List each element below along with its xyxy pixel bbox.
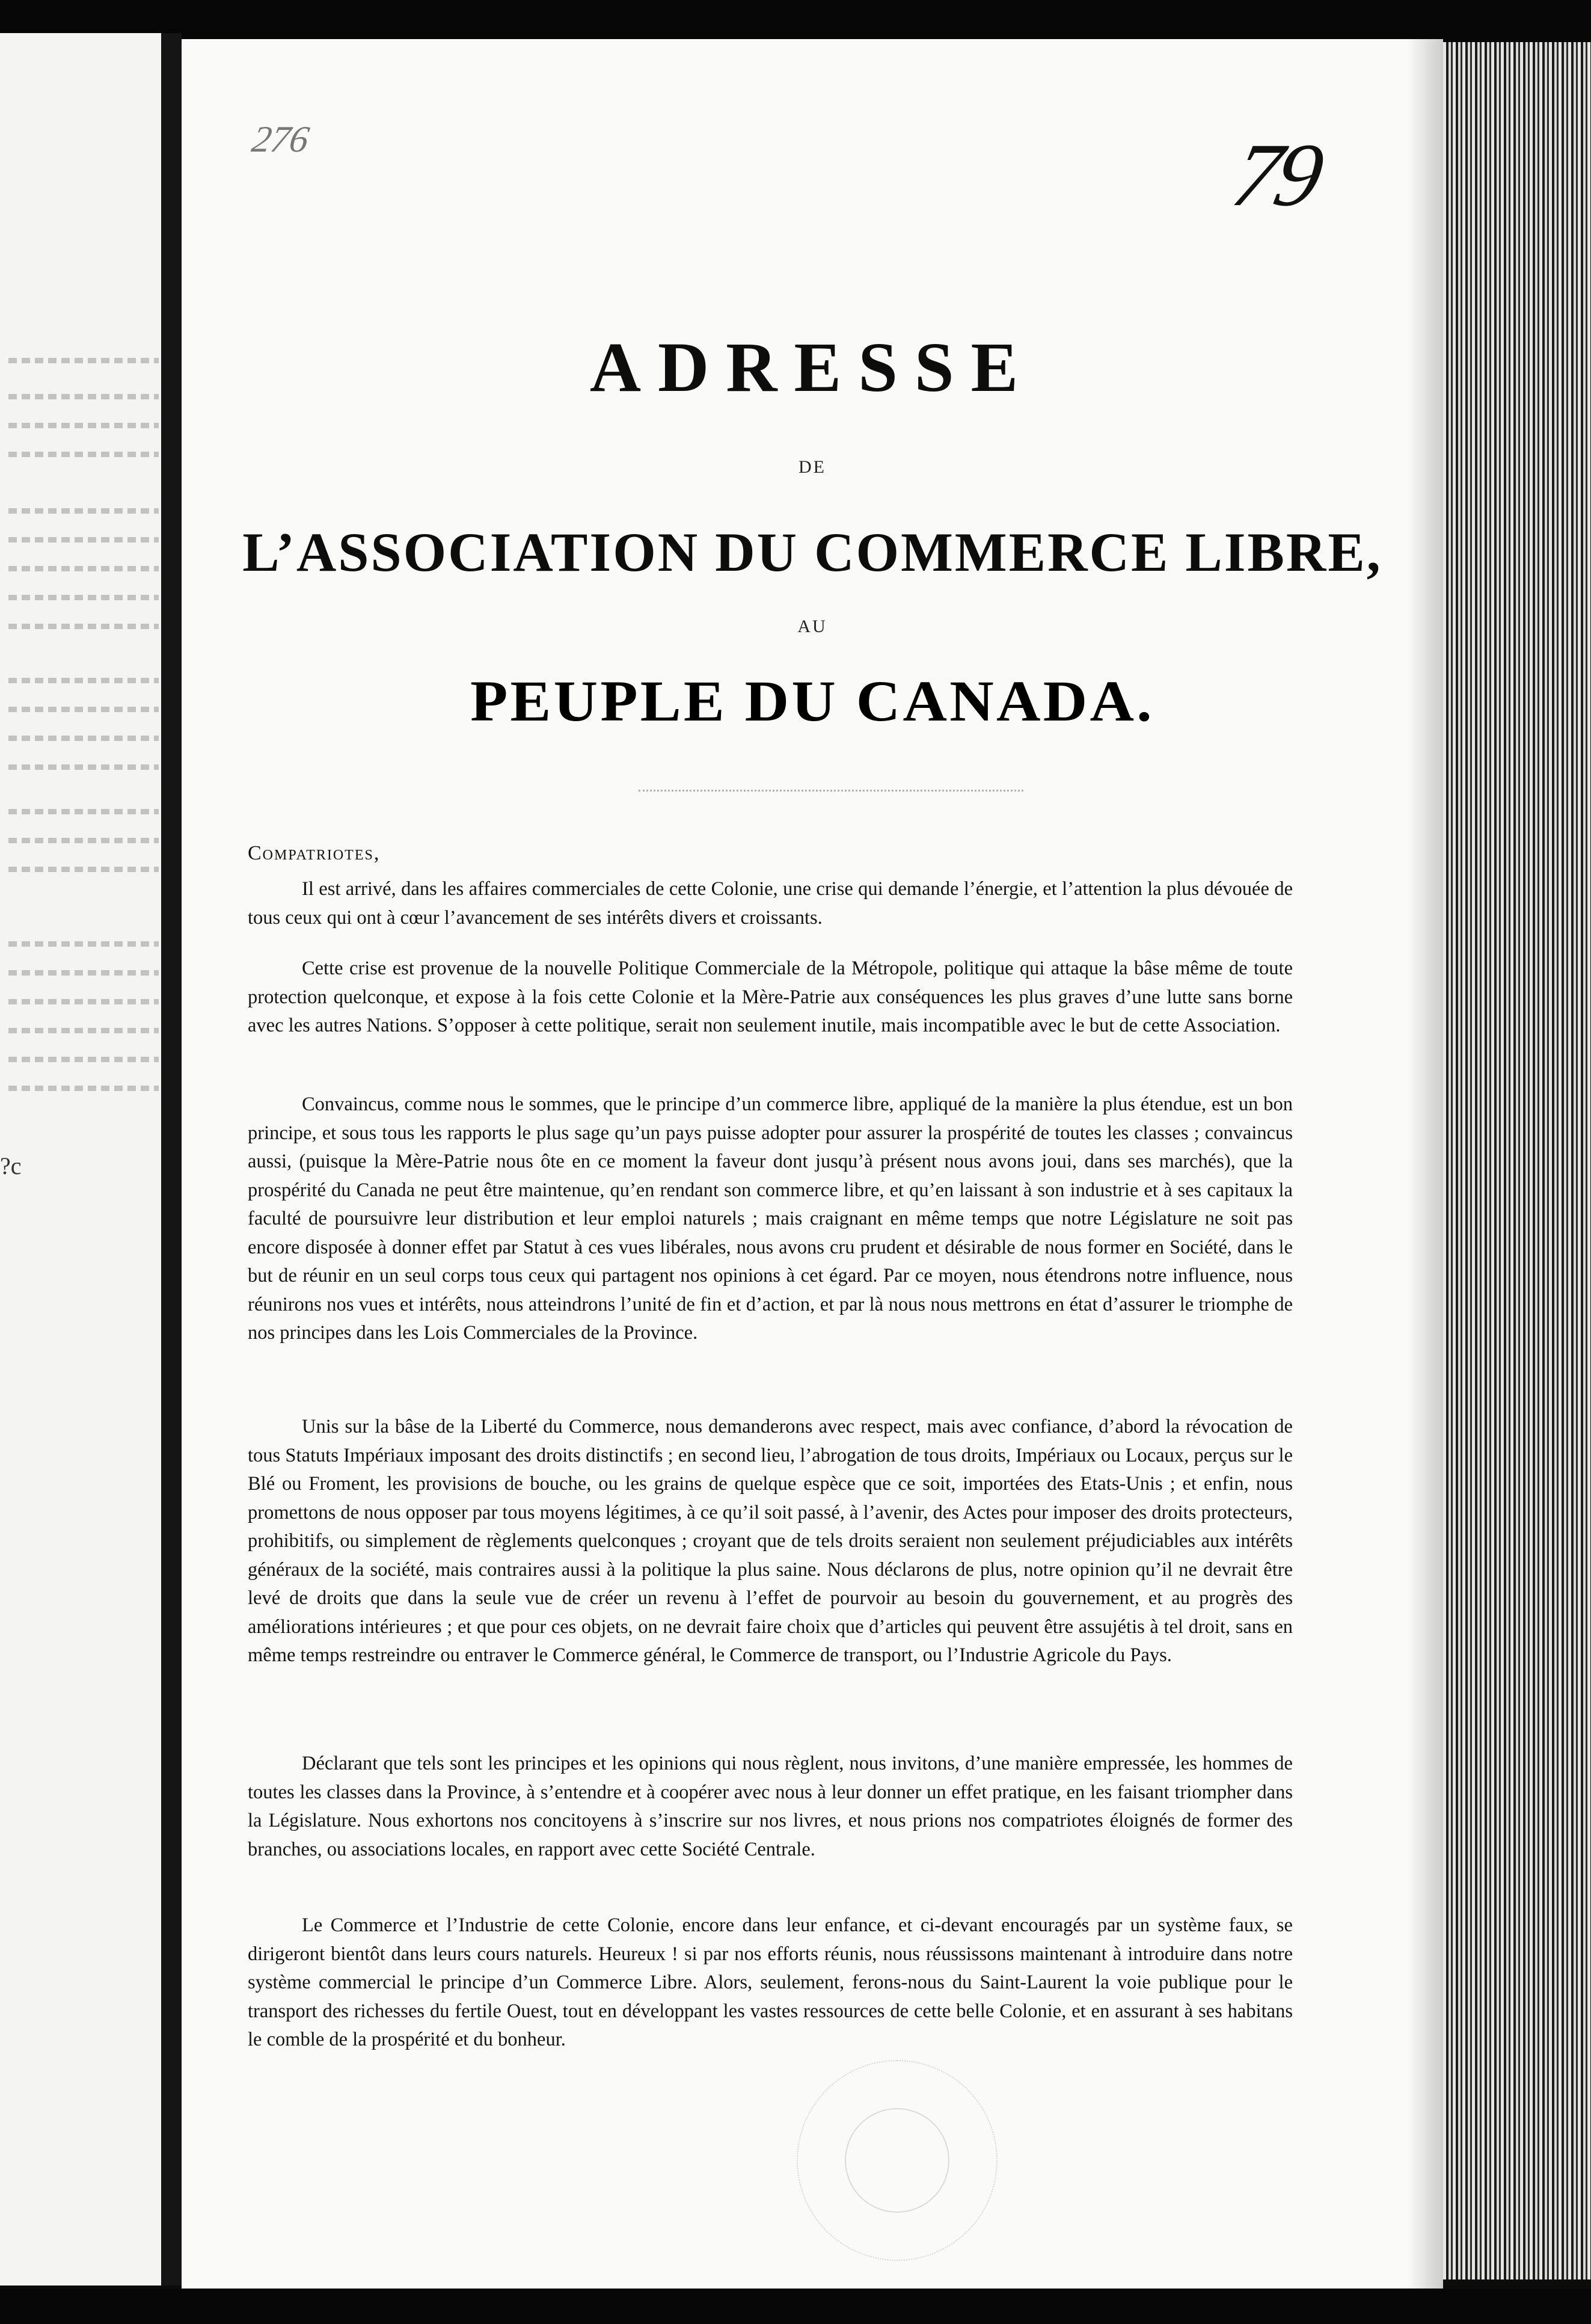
bleed-through-line — [8, 1057, 159, 1062]
bleed-through-line — [8, 1028, 159, 1033]
bleed-through-line — [8, 508, 159, 514]
body-paragraph-3: Convaincus, comme nous le sommes, que le principe d’un commerce libre, appliqué de la manière la plus étendue, est un bon principe, et sous tous les rapports le plus sage qu’un pays puisse adopter pour assurer la prospérité de toutes les classes ; convaincus aussi, (puisque la Mère-Patrie nous ôte en ce moment la faveur dont jusqu’à présent nous avons joui, dans ses marchés), que la prospérité du Canada ne peut être maintenue, qu’en rendant son commerce libre, et qu’en laissant à son industrie et à ses capitaux la faculté de poursuivre leur distribution et leur emploi naturels ; mais craignant en même temps que notre Législature ne soit pas encore disposée à donner effet par Statut à ces vues libérales, nous avons cru prudent et désirable de nous former en Société, dans le but de réunir en un seul corps tous ceux qui partagent nos opinions à cet égard. Par ce moyen, nous étendrons notre influence, nous réunirons nos vues et intérêts, nous atteindrons l’unité de fin et d’action, et par là nous nous mettrons en état d’assurer le triomphe de nos principes dans les Lois Commerciales de la Province. — [248, 1093, 1293, 1344]
handwritten-folio-left: 276 — [249, 119, 313, 160]
salutation: Compatriotes, — [248, 842, 381, 864]
bleed-through-line — [8, 999, 159, 1004]
document-title: ADRESSE — [589, 328, 1035, 407]
bleed-through-line — [8, 423, 159, 428]
left-margin-fragment: ?c — [0, 1152, 22, 1179]
handwritten-folio-right: 79 — [1224, 125, 1329, 225]
document-page — [182, 39, 1443, 2289]
bleed-through-line — [8, 624, 159, 629]
bleed-through-line — [8, 358, 159, 363]
bleed-through-line — [8, 764, 159, 770]
bleed-through-line — [8, 394, 159, 399]
dotted-rule — [639, 790, 1023, 792]
left-page-fragment — [0, 33, 161, 2286]
book-page-edges — [1443, 42, 1591, 2279]
bleed-through-line — [8, 452, 159, 457]
library-stamp-inner-ring — [845, 2108, 949, 2213]
bleed-through-line — [8, 838, 159, 843]
bleed-through-line — [8, 809, 159, 814]
scan-top-border — [0, 0, 1591, 42]
document-addressee: PEUPLE DU CANADA. — [470, 669, 1154, 733]
bleed-through-line — [8, 970, 159, 976]
title-connector-de: DE — [799, 457, 826, 477]
bleed-through-line — [8, 707, 159, 712]
bleed-through-line — [8, 595, 159, 600]
bleed-through-line — [8, 566, 159, 571]
bleed-through-line — [8, 867, 159, 872]
body-paragraph-1: Il est arrivé, dans les affaires commerciales de cette Colonie, une crise qui demande l’énergie, et l’attention la plus dévouée de tous ceux qui ont à cœur l’avancement de ses intérêts divers et croissants. — [248, 878, 1293, 929]
bleed-through-line — [8, 941, 159, 947]
bleed-through-line — [8, 1086, 159, 1091]
title-connector-au: AU — [797, 616, 827, 636]
body-paragraph-6: Le Commerce et l’Industrie de cette Colonie, encore dans leur enfance, et ci-devant encouragés par un système faux, se dirigeront bientôt dans leurs cours naturels. Heureux ! si par nos efforts réunis, nous réussissons maintenant à introduire dans notre système commercial le principe d’un Commerce Libre. Alors, seulement, ferons-nous du Saint-Laurent la voie publique pour le transport des richesses du fertile Ouest, tout en développant les vastes ressources de cette belle Colonie, et en assurant à ses habitans le comble de la prospérité et du bonheur. — [248, 1914, 1293, 2050]
document-subtitle: L’ASSOCIATION DU COMMERCE LIBRE, — [242, 521, 1382, 583]
bleed-through-line — [8, 537, 159, 543]
body-paragraph-2: Cette crise est provenue de la nouvelle Politique Commerciale de la Métropole, politique qui attaque la bâse même de toute protection quelconque, et expose à la fois cette Colonie et la Mère-Patrie aux conséquences les plus graves d’une lutte sans borne avec les autres Nations. S’opposer à cette politique, serait non seulement inutile, mais incompatible avec le but de cette Association. — [248, 958, 1293, 1036]
bleed-through-line — [8, 736, 159, 741]
body-paragraph-5: Déclarant que tels sont les principes et les opinions qui nous règlent, nous invitons, d’une manière empressée, les hommes de toutes les classes dans la Province, à s’entendre et à coopérer avec nous à leur donner un effet pratique, en les faisant triompher dans la Législature. Nous exhortons nos concitoyens à s’inscrire sur nos livres, et nous prions nos compatriotes éloignés de former des branches, ou associations locales, en rapport avec cette Société Centrale. — [248, 1753, 1293, 1860]
body-paragraph-4: Unis sur la bâse de la Liberté du Commerce, nous demanderons avec respect, mais avec confiance, d’abord la révocation de tous Statuts Impériaux imposant des droits distinctifs ; en second lieu, l’abrogation de tous droits, Impériaux ou Locaux, perçus sur le Blé ou Froment, les provisions de bouche, ou les grains de quelque espèce que ce soit, importées des Etats-Unis ; et enfin, nous promettons de nous opposer par tous moyens légitimes, à ce qu’il soit passé, à l’avenir, des Actes pour imposer des droits protecteurs, prohibitifs, ou simplement de règlements quelconques ; croyant que de tels droits seraient non seulement préjudiciables aux intérêts généraux de la société, mais contraires aussi à la politique la plus saine. Nous déclarons de plus, notre opinion qu’il ne devrait être levé de droits que dans la seule vue de créer un revenu à l’effet de pourvoir au besoin du gouvernement, et au progrès des améliorations intérieures ; et que pour ces objets, on ne devrait faire choix que d’articles qui peuvent être assujétis à tel droit, sans en même temps restreindre ou entraver le Commerce général, le Commerce de transport, ou l’Industrie Agricole du Pays. — [248, 1416, 1293, 1666]
book-gutter — [161, 33, 182, 2286]
scan-bottom-border — [0, 2289, 1591, 2324]
library-stamp — [797, 2060, 998, 2261]
bleed-through-line — [8, 678, 159, 683]
